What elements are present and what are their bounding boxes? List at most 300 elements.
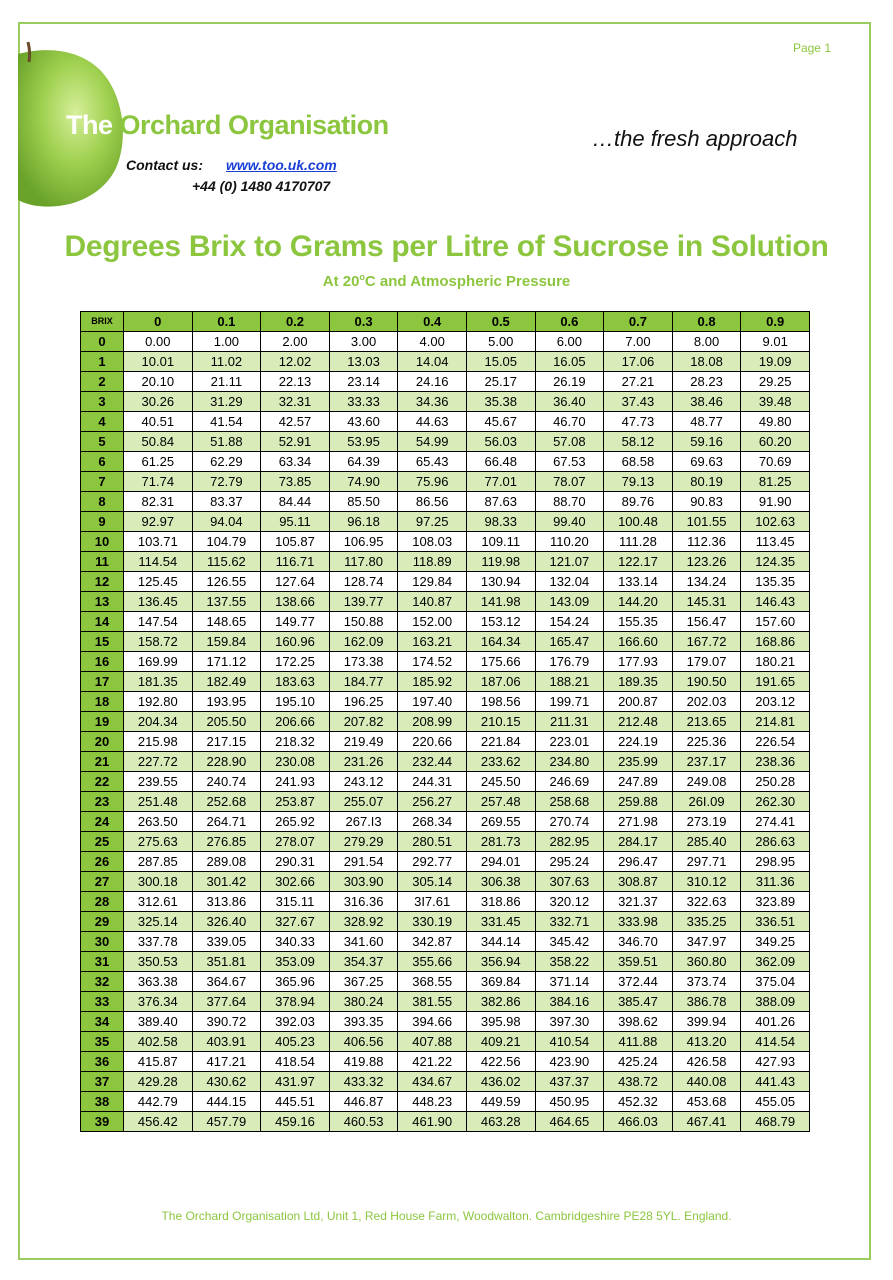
table-cell: 42.57 xyxy=(261,412,330,432)
table-row xyxy=(81,372,810,392)
table-cell: 15.05 xyxy=(466,352,535,372)
table-row xyxy=(81,612,810,632)
column-header: 0.5 xyxy=(466,312,535,332)
table-cell: 132.04 xyxy=(535,572,604,592)
table-cell: 331.45 xyxy=(466,912,535,932)
row-header: 2 xyxy=(81,372,124,392)
table-cell: 313.86 xyxy=(192,892,261,912)
table-cell: 355.66 xyxy=(398,952,467,972)
table-cell: 213.65 xyxy=(672,712,741,732)
table-cell: 4.00 xyxy=(398,332,467,352)
table-row xyxy=(81,732,810,752)
table-cell: 59.16 xyxy=(672,432,741,452)
table-row xyxy=(81,352,810,372)
table-cell: 123.26 xyxy=(672,552,741,572)
table-cell: 369.84 xyxy=(466,972,535,992)
table-cell: 193.95 xyxy=(192,692,261,712)
table-cell: 48.77 xyxy=(672,412,741,432)
table-cell: 386.78 xyxy=(672,992,741,1012)
table-cell: 75.96 xyxy=(398,472,467,492)
table-cell: 330.19 xyxy=(398,912,467,932)
table-cell: 259.88 xyxy=(604,792,673,812)
table-cell: 467.41 xyxy=(672,1112,741,1132)
table-cell: 238.36 xyxy=(741,752,810,772)
table-cell: 71.74 xyxy=(124,472,193,492)
table-cell: 81.25 xyxy=(741,472,810,492)
table-cell: 158.72 xyxy=(124,632,193,652)
table-cell: 237.17 xyxy=(672,752,741,772)
table-cell: 323.89 xyxy=(741,892,810,912)
table-cell: 340.33 xyxy=(261,932,330,952)
table-cell: 159.84 xyxy=(192,632,261,652)
table-cell: 433.32 xyxy=(329,1072,398,1092)
table-cell: 418.54 xyxy=(261,1052,330,1072)
table-cell: 264.71 xyxy=(192,812,261,832)
table-cell: 341.60 xyxy=(329,932,398,952)
table-cell: 230.08 xyxy=(261,752,330,772)
table-cell: 103.71 xyxy=(124,532,193,552)
table-cell: 143.09 xyxy=(535,592,604,612)
table-cell: 406.56 xyxy=(329,1032,398,1052)
table-cell: 384.16 xyxy=(535,992,604,1012)
row-header: 30 xyxy=(81,932,124,952)
table-cell: 185.92 xyxy=(398,672,467,692)
table-cell: 219.49 xyxy=(329,732,398,752)
table-cell: 28.23 xyxy=(672,372,741,392)
table-cell: 397.30 xyxy=(535,1012,604,1032)
table-cell: 421.22 xyxy=(398,1052,467,1072)
table-cell: 448.23 xyxy=(398,1092,467,1112)
table-cell: 241.93 xyxy=(261,772,330,792)
table-cell: 353.09 xyxy=(261,952,330,972)
table-cell: 176.79 xyxy=(535,652,604,672)
table-cell: 441.43 xyxy=(741,1072,810,1092)
table-cell: 157.60 xyxy=(741,612,810,632)
tagline: …the fresh approach xyxy=(592,126,798,151)
table-row xyxy=(81,552,810,572)
table-cell: 180.21 xyxy=(741,652,810,672)
table-cell: 105.87 xyxy=(261,532,330,552)
table-cell: 466.03 xyxy=(604,1112,673,1132)
table-row xyxy=(81,1032,810,1052)
table-cell: 431.97 xyxy=(261,1072,330,1092)
table-cell: 43.60 xyxy=(329,412,398,432)
table-cell: 231.26 xyxy=(329,752,398,772)
table-cell: 453.68 xyxy=(672,1092,741,1112)
table-cell: 94.04 xyxy=(192,512,261,532)
table-cell: 364.67 xyxy=(192,972,261,992)
table-cell: 438.72 xyxy=(604,1072,673,1092)
table-cell: 347.97 xyxy=(672,932,741,952)
row-header: 9 xyxy=(81,512,124,532)
table-cell: 58.12 xyxy=(604,432,673,452)
table-row xyxy=(81,512,810,532)
row-header: 11 xyxy=(81,552,124,572)
table-cell: 97.25 xyxy=(398,512,467,532)
row-header: 22 xyxy=(81,772,124,792)
table-cell: 426.58 xyxy=(672,1052,741,1072)
table-cell: 227.72 xyxy=(124,752,193,772)
table-cell: 104.79 xyxy=(192,532,261,552)
column-header: 0.8 xyxy=(672,312,741,332)
table-cell: 296.47 xyxy=(604,852,673,872)
table-cell: 282.95 xyxy=(535,832,604,852)
table-cell: 121.07 xyxy=(535,552,604,572)
table-cell: 114.54 xyxy=(124,552,193,572)
table-cell: 245.50 xyxy=(466,772,535,792)
table-cell: 99.40 xyxy=(535,512,604,532)
table-cell: 166.60 xyxy=(604,632,673,652)
table-cell: 218.32 xyxy=(261,732,330,752)
table-cell: 292.77 xyxy=(398,852,467,872)
table-cell: 362.09 xyxy=(741,952,810,972)
row-header: 14 xyxy=(81,612,124,632)
table-cell: 434.67 xyxy=(398,1072,467,1092)
degree-symbol: o xyxy=(359,272,365,282)
column-header: 0.6 xyxy=(535,312,604,332)
table-cell: 122.17 xyxy=(604,552,673,572)
table-row xyxy=(81,1092,810,1112)
brand-the: The xyxy=(66,110,113,140)
table-cell: 51.88 xyxy=(192,432,261,452)
table-cell: 287.85 xyxy=(124,852,193,872)
table-cell: 302.66 xyxy=(261,872,330,892)
table-cell: 388.09 xyxy=(741,992,810,1012)
table-cell: 85.50 xyxy=(329,492,398,512)
row-header: 18 xyxy=(81,692,124,712)
table-cell: 80.19 xyxy=(672,472,741,492)
table-cell: 437.37 xyxy=(535,1072,604,1092)
table-cell: 156.47 xyxy=(672,612,741,632)
table-cell: 267.I3 xyxy=(329,812,398,832)
table-cell: 223.01 xyxy=(535,732,604,752)
table-row xyxy=(81,752,810,772)
table-cell: 256.27 xyxy=(398,792,467,812)
table-cell: 199.71 xyxy=(535,692,604,712)
row-header: 27 xyxy=(81,872,124,892)
table-cell: 77.01 xyxy=(466,472,535,492)
table-row xyxy=(81,1072,810,1092)
table-cell: 203.12 xyxy=(741,692,810,712)
table-cell: 444.15 xyxy=(192,1092,261,1112)
table-cell: 149.77 xyxy=(261,612,330,632)
table-cell: 22.13 xyxy=(261,372,330,392)
table-cell: 401.26 xyxy=(741,1012,810,1032)
table-cell: 153.12 xyxy=(466,612,535,632)
table-cell: 325.14 xyxy=(124,912,193,932)
table-row xyxy=(81,772,810,792)
table-cell: 130.94 xyxy=(466,572,535,592)
table-cell: 109.11 xyxy=(466,532,535,552)
table-cell: 133.14 xyxy=(604,572,673,592)
row-header: 39 xyxy=(81,1112,124,1132)
table-body xyxy=(81,332,810,1132)
table-cell: 269.55 xyxy=(466,812,535,832)
table-cell: 285.40 xyxy=(672,832,741,852)
table-cell: 350.53 xyxy=(124,952,193,972)
table-cell: 268.34 xyxy=(398,812,467,832)
table-cell: 67.53 xyxy=(535,452,604,472)
table-cell: 294.01 xyxy=(466,852,535,872)
table-cell: 145.31 xyxy=(672,592,741,612)
table-cell: 307.63 xyxy=(535,872,604,892)
table-cell: 29.25 xyxy=(741,372,810,392)
table-cell: 440.08 xyxy=(672,1072,741,1092)
table-cell: 410.54 xyxy=(535,1032,604,1052)
table-cell: 270.74 xyxy=(535,812,604,832)
table-cell: 165.47 xyxy=(535,632,604,652)
table-cell: 265.92 xyxy=(261,812,330,832)
table-cell: 382.86 xyxy=(466,992,535,1012)
table-cell: 407.88 xyxy=(398,1032,467,1052)
table-cell: 171.12 xyxy=(192,652,261,672)
table-cell: 429.28 xyxy=(124,1072,193,1092)
table-cell: 40.51 xyxy=(124,412,193,432)
table-cell: 164.34 xyxy=(466,632,535,652)
table-row xyxy=(81,812,810,832)
table-cell: 457.79 xyxy=(192,1112,261,1132)
table-row xyxy=(81,632,810,652)
row-header: 31 xyxy=(81,952,124,972)
row-header: 1 xyxy=(81,352,124,372)
table-cell: 70.69 xyxy=(741,452,810,472)
row-header: 3 xyxy=(81,392,124,412)
table-cell: 371.14 xyxy=(535,972,604,992)
table-row xyxy=(81,912,810,932)
column-header-brix: BRIX xyxy=(81,312,124,332)
table-cell: 446.87 xyxy=(329,1092,398,1112)
table-cell: 316.36 xyxy=(329,892,398,912)
table-cell: 373.74 xyxy=(672,972,741,992)
table-cell: 191.65 xyxy=(741,672,810,692)
table-cell: 148.65 xyxy=(192,612,261,632)
table-cell: 1.00 xyxy=(192,332,261,352)
table-cell: 24.16 xyxy=(398,372,467,392)
table-cell: 190.50 xyxy=(672,672,741,692)
table-cell: 464.65 xyxy=(535,1112,604,1132)
table-cell: 44.63 xyxy=(398,412,467,432)
table-cell: 90.83 xyxy=(672,492,741,512)
table-cell: 101.55 xyxy=(672,512,741,532)
row-header: 36 xyxy=(81,1052,124,1072)
table-cell: 197.40 xyxy=(398,692,467,712)
table-cell: 298.95 xyxy=(741,852,810,872)
table-cell: 150.88 xyxy=(329,612,398,632)
table-cell: 417.21 xyxy=(192,1052,261,1072)
table-cell: 422.56 xyxy=(466,1052,535,1072)
column-header: 0.1 xyxy=(192,312,261,332)
table-cell: 409.21 xyxy=(466,1032,535,1052)
footer-address: The Orchard Organisation Ltd, Unit 1, Red House Farm, Woodwalton. Cambridgeshire PE28 5YL. England. xyxy=(161,1209,732,1223)
table-cell: 98.33 xyxy=(466,512,535,532)
table-cell: 312.61 xyxy=(124,892,193,912)
table-cell: 30.26 xyxy=(124,392,193,412)
table-cell: 117.80 xyxy=(329,552,398,572)
table-row xyxy=(81,952,810,972)
row-header: 4 xyxy=(81,412,124,432)
row-header: 7 xyxy=(81,472,124,492)
table-cell: 232.44 xyxy=(398,752,467,772)
table-cell: 395.98 xyxy=(466,1012,535,1032)
page-number: Page 1 xyxy=(792,41,831,55)
table-cell: 356.94 xyxy=(466,952,535,972)
brand-org: Orchard Organisation xyxy=(112,110,389,140)
table-cell: 215.98 xyxy=(124,732,193,752)
column-header: 0.2 xyxy=(261,312,330,332)
table-cell: 119.98 xyxy=(466,552,535,572)
table-cell: 301.42 xyxy=(192,872,261,892)
table-cell: 198.56 xyxy=(466,692,535,712)
table-cell: 263.50 xyxy=(124,812,193,832)
table-cell: 183.63 xyxy=(261,672,330,692)
table-cell: 246.69 xyxy=(535,772,604,792)
table-cell: 258.68 xyxy=(535,792,604,812)
table-cell: 110.20 xyxy=(535,532,604,552)
table-cell: 202.03 xyxy=(672,692,741,712)
table-cell: 106.95 xyxy=(329,532,398,552)
table-cell: 167.72 xyxy=(672,632,741,652)
table-cell: 63.34 xyxy=(261,452,330,472)
table-row xyxy=(81,452,810,472)
table-cell: 221.84 xyxy=(466,732,535,752)
table-cell: 61.25 xyxy=(124,452,193,472)
table-cell: 233.62 xyxy=(466,752,535,772)
table-cell: 226.54 xyxy=(741,732,810,752)
table-cell: 262.30 xyxy=(741,792,810,812)
table-cell: 415.87 xyxy=(124,1052,193,1072)
table-cell: 188.21 xyxy=(535,672,604,692)
table-cell: 2.00 xyxy=(261,332,330,352)
table-cell: 87.63 xyxy=(466,492,535,512)
table-row xyxy=(81,792,810,812)
table-cell: 461.90 xyxy=(398,1112,467,1132)
subtitle-before: At 20 xyxy=(322,273,360,290)
table-cell: 78.07 xyxy=(535,472,604,492)
table-cell: 394.66 xyxy=(398,1012,467,1032)
table-row xyxy=(81,332,810,352)
table-cell: 271.98 xyxy=(604,812,673,832)
table-row xyxy=(81,692,810,712)
table-cell: 289.08 xyxy=(192,852,261,872)
table-cell: 205.50 xyxy=(192,712,261,732)
table-cell: 326.40 xyxy=(192,912,261,932)
table-cell: 66.48 xyxy=(466,452,535,472)
table-cell: 192.80 xyxy=(124,692,193,712)
table-row xyxy=(81,1112,810,1132)
table-cell: 322.63 xyxy=(672,892,741,912)
row-header: 35 xyxy=(81,1032,124,1052)
table-cell: 35.38 xyxy=(466,392,535,412)
table-cell: 23.14 xyxy=(329,372,398,392)
table-cell: 128.74 xyxy=(329,572,398,592)
table-cell: 281.73 xyxy=(466,832,535,852)
table-cell: 10.01 xyxy=(124,352,193,372)
table-cell: 378.94 xyxy=(261,992,330,1012)
table-cell: 144.20 xyxy=(604,592,673,612)
table-cell: 376.34 xyxy=(124,992,193,1012)
table-cell: 217.15 xyxy=(192,732,261,752)
table-cell: 255.07 xyxy=(329,792,398,812)
table-cell: 88.70 xyxy=(535,492,604,512)
table-cell: 354.37 xyxy=(329,952,398,972)
table-cell: 377.64 xyxy=(192,992,261,1012)
table-cell: 321.37 xyxy=(604,892,673,912)
row-header: 10 xyxy=(81,532,124,552)
row-header: 33 xyxy=(81,992,124,1012)
table-cell: 162.09 xyxy=(329,632,398,652)
brand-name xyxy=(66,110,389,141)
table-cell: 211.31 xyxy=(535,712,604,732)
table-cell: 290.31 xyxy=(261,852,330,872)
table-cell: 367.25 xyxy=(329,972,398,992)
table-cell: 250.28 xyxy=(741,772,810,792)
table-cell: 239.55 xyxy=(124,772,193,792)
table-cell: 224.19 xyxy=(604,732,673,752)
table-cell: 53.95 xyxy=(329,432,398,452)
row-header: 29 xyxy=(81,912,124,932)
table-cell: 196.25 xyxy=(329,692,398,712)
table-cell: 9.01 xyxy=(741,332,810,352)
table-cell: 111.28 xyxy=(604,532,673,552)
table-cell: 300.18 xyxy=(124,872,193,892)
table-row xyxy=(81,852,810,872)
table-cell: 280.51 xyxy=(398,832,467,852)
table-cell: 403.91 xyxy=(192,1032,261,1052)
table-cell: 74.90 xyxy=(329,472,398,492)
table-row xyxy=(81,672,810,692)
table-cell: 427.93 xyxy=(741,1052,810,1072)
table-cell: 327.67 xyxy=(261,912,330,932)
table-row xyxy=(81,472,810,492)
table-cell: 253.87 xyxy=(261,792,330,812)
table-cell: 414.54 xyxy=(741,1032,810,1052)
column-header: 0.9 xyxy=(741,312,810,332)
table-cell: 423.90 xyxy=(535,1052,604,1072)
table-cell: 141.98 xyxy=(466,592,535,612)
table-cell: 25.17 xyxy=(466,372,535,392)
table-cell: 68.58 xyxy=(604,452,673,472)
table-row xyxy=(81,872,810,892)
table-cell: 276.85 xyxy=(192,832,261,852)
table-cell: 200.87 xyxy=(604,692,673,712)
table-cell: 179.07 xyxy=(672,652,741,672)
table-cell: 64.39 xyxy=(329,452,398,472)
table-cell: 39.48 xyxy=(741,392,810,412)
row-header: 16 xyxy=(81,652,124,672)
table-cell: 212.48 xyxy=(604,712,673,732)
table-cell: 360.80 xyxy=(672,952,741,972)
table-cell: 89.76 xyxy=(604,492,673,512)
website-link[interactable]: www.too.uk.com xyxy=(226,157,337,173)
table-cell: 449.59 xyxy=(466,1092,535,1112)
table-cell: 187.06 xyxy=(466,672,535,692)
table-cell: 442.79 xyxy=(124,1092,193,1112)
table-row xyxy=(81,1052,810,1072)
table-row xyxy=(81,492,810,512)
table-cell: 274.41 xyxy=(741,812,810,832)
table-cell: 365.96 xyxy=(261,972,330,992)
table-cell: 36.40 xyxy=(535,392,604,412)
table-cell: 181.35 xyxy=(124,672,193,692)
table-cell: 206.66 xyxy=(261,712,330,732)
table-cell: 452.32 xyxy=(604,1092,673,1112)
column-header: 0.7 xyxy=(604,312,673,332)
table-cell: 189.35 xyxy=(604,672,673,692)
row-header: 37 xyxy=(81,1072,124,1092)
row-header: 0 xyxy=(81,332,124,352)
table-cell: 445.51 xyxy=(261,1092,330,1112)
page-title: Degrees Brix to Grams per Litre of Sucrose in Solution xyxy=(64,230,829,263)
